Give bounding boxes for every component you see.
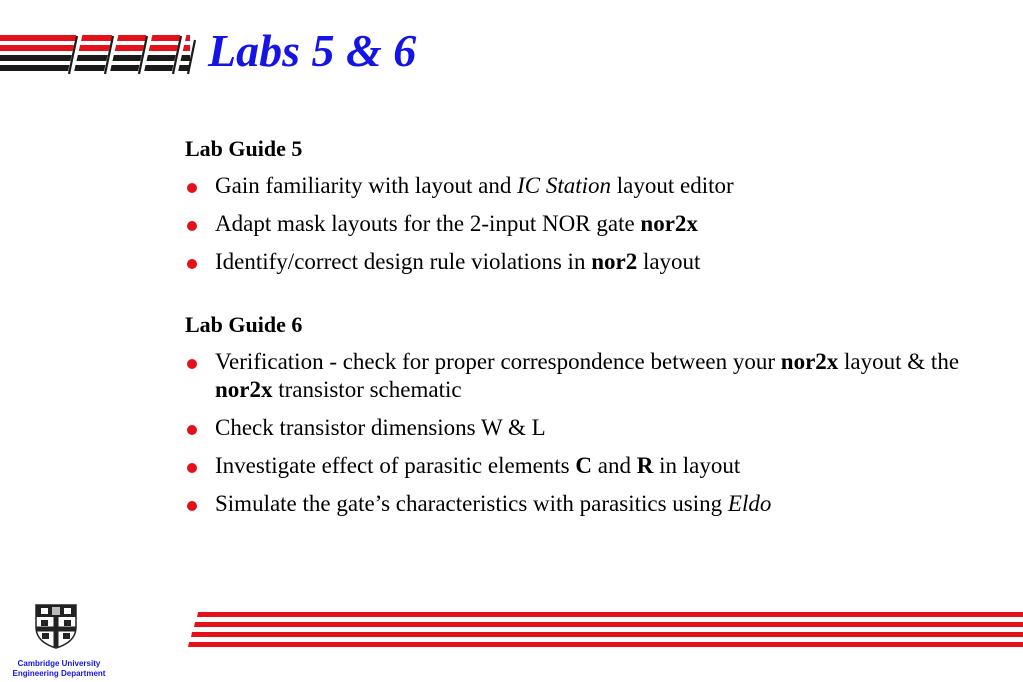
bullet-text: layout editor	[611, 173, 734, 198]
bullet-dot-icon	[187, 359, 197, 369]
bullet-text: Gain familiarity with layout and	[215, 173, 518, 198]
bullet-bold-text: nor2	[591, 249, 638, 274]
university-crest-icon	[33, 603, 79, 649]
red-black-stripes-slash-icon	[0, 34, 200, 78]
red-horizontal-stripes-icon	[186, 612, 1023, 648]
bullet-text: transistor schematic	[272, 377, 462, 402]
bullet-item	[185, 452, 975, 480]
bullet-text: layout	[637, 249, 701, 274]
bullet-bold-text: nor2x	[215, 377, 273, 402]
bullet-dot-icon	[187, 259, 197, 269]
bullet-bold-text: R	[636, 453, 654, 478]
bullet-text: Simulate the gate’s characteristics with parasitics using	[215, 491, 728, 516]
bullet-dot-icon	[187, 183, 197, 193]
section-heading: Lab Guide 6	[185, 312, 303, 337]
bullet-text: Identify/correct design rule violations in	[215, 249, 592, 274]
bullet-item	[185, 490, 975, 518]
bullet-item	[185, 248, 975, 276]
section-heading: Lab Guide 5	[185, 136, 303, 161]
footer-line-1: Cambridge University	[17, 659, 101, 668]
bullet-dot-icon	[187, 221, 197, 231]
bullet-italic-text: Eldo	[727, 491, 772, 516]
bullet-bold-text: C	[575, 453, 593, 478]
bullet-dot-icon	[187, 463, 197, 473]
bullet-text: Investigate effect of parasitic elements	[215, 453, 576, 478]
bullet-dot-icon	[187, 501, 197, 511]
footer-institution	[0, 659, 118, 679]
bullet-text: Adapt mask layouts for the 2-input NOR gate	[215, 211, 641, 236]
bullet-italic-text: IC Station	[517, 173, 612, 198]
bullet-dot-icon	[187, 425, 197, 435]
section-lab-guide-5	[185, 136, 975, 276]
bullet-text: Verification - check for proper correspondence between your	[215, 349, 781, 374]
bullet-item	[185, 348, 975, 404]
bullet-bold-text: nor2x	[640, 211, 698, 236]
section-lab-guide-6	[185, 312, 975, 518]
bullet-item	[185, 172, 975, 200]
bullet-list	[185, 348, 975, 518]
content-area	[185, 136, 975, 528]
bullet-text: in layout	[653, 453, 741, 478]
bullet-text: Check transistor dimensions W & L	[215, 415, 546, 440]
bullet-text: layout & the	[838, 349, 960, 374]
page-title: Labs 5 & 6	[208, 25, 417, 76]
bullet-list	[185, 172, 975, 276]
bullet-bold-text: nor2x	[780, 349, 839, 374]
footer-line-2: Engineering Department	[12, 669, 106, 678]
bullet-text: and	[592, 453, 637, 478]
bullet-item	[185, 414, 975, 442]
bullet-item	[185, 210, 975, 238]
